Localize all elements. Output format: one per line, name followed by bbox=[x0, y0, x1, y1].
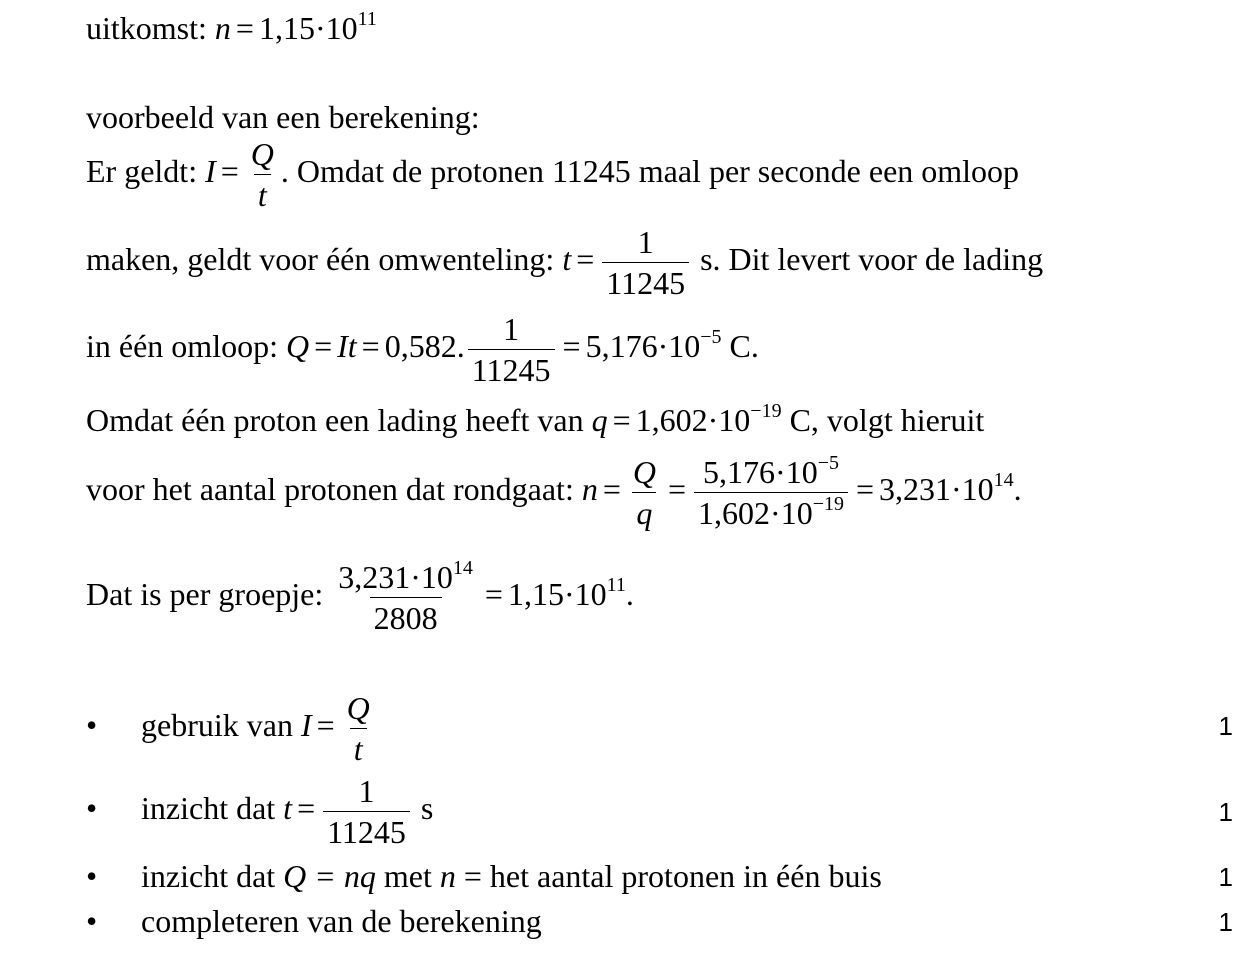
equals: = bbox=[235, 10, 254, 46]
line3-var: Q bbox=[285, 327, 310, 364]
formula-line-3 bbox=[86, 313, 759, 386]
line4-var: q bbox=[591, 402, 608, 438]
formula-line-1 bbox=[86, 138, 1019, 211]
equals: = bbox=[562, 327, 581, 364]
equals: = bbox=[576, 240, 595, 277]
line4-unit: C, bbox=[789, 402, 819, 438]
scoring-text-mid: met bbox=[383, 858, 432, 894]
equals: = bbox=[220, 152, 239, 189]
fraction-q-over-q bbox=[629, 456, 660, 529]
example-heading: voorbeeld van een berekening: bbox=[86, 99, 480, 135]
line4-post: volgt hieruit bbox=[826, 402, 985, 438]
scoring-var: n bbox=[439, 858, 456, 894]
bullet-dot: • bbox=[86, 903, 98, 939]
scoring-var: I bbox=[300, 706, 312, 743]
line3-unit: C. bbox=[729, 327, 759, 364]
equals: = bbox=[602, 470, 621, 507]
frac-denominator: 11245 bbox=[468, 349, 555, 386]
line5-text: voor het aantal protonen dat rondgaat: bbox=[86, 470, 574, 507]
line2-var: t bbox=[562, 240, 572, 277]
bullet-dot: • bbox=[86, 706, 98, 743]
frac-denominator bbox=[694, 492, 848, 529]
uitkomst-line bbox=[86, 8, 377, 46]
bullet-dot: • bbox=[86, 858, 98, 894]
formula-line-4 bbox=[86, 400, 985, 438]
frac-denominator: t bbox=[254, 174, 271, 211]
scoring-expression: Q = nq bbox=[283, 858, 376, 894]
frac-numerator: 1 bbox=[637, 224, 654, 260]
fraction-1-over-11245 bbox=[602, 226, 689, 299]
scoring-var: t bbox=[283, 789, 293, 826]
line5-result: 3,231·10 bbox=[879, 470, 994, 507]
score-points: 1 bbox=[1218, 797, 1233, 827]
fraction-charge-ratio bbox=[694, 452, 848, 531]
scoring-item bbox=[86, 905, 542, 937]
uitkomst-value: 1,15·10 bbox=[258, 10, 358, 46]
scoring-item bbox=[86, 860, 882, 892]
frac-numerator bbox=[334, 557, 477, 597]
score-points: 1 bbox=[1218, 862, 1233, 892]
frac-denominator: 11245 bbox=[323, 811, 410, 848]
line3-exponent: −5 bbox=[700, 325, 722, 348]
formula-line-6 bbox=[86, 557, 634, 636]
equals: = bbox=[484, 575, 503, 612]
frac-denominator: 11245 bbox=[602, 262, 689, 299]
uitkomst-var: n bbox=[214, 10, 231, 46]
equals: = bbox=[855, 470, 875, 507]
line2-text: maken, geldt voor één omwenteling: bbox=[86, 240, 555, 277]
fraction-per-group bbox=[334, 557, 477, 636]
scoring-item bbox=[86, 775, 433, 848]
bullet-dot: • bbox=[86, 789, 98, 826]
frac-denominator: q bbox=[632, 492, 656, 529]
frac-numerator bbox=[699, 452, 843, 492]
denominator-exponent: −19 bbox=[812, 493, 844, 515]
line1-text: Er geldt: bbox=[86, 152, 198, 189]
line5-var: n bbox=[581, 470, 598, 507]
equals: = bbox=[667, 470, 687, 507]
fraction-q-over-t bbox=[247, 138, 278, 211]
frac-denominator: 2808 bbox=[370, 597, 442, 634]
line6-result: 1,15·10 bbox=[507, 575, 607, 612]
equals: = bbox=[361, 327, 380, 364]
scoring-text: completeren van de berekening bbox=[141, 903, 542, 939]
equals: = bbox=[297, 789, 316, 826]
formula-line-5 bbox=[86, 452, 1022, 531]
denominator-mantissa: 1,602·10 bbox=[698, 495, 813, 531]
uitkomst-label: uitkomst: bbox=[86, 10, 207, 46]
numerator-exponent: 14 bbox=[452, 557, 473, 579]
frac-numerator: Q bbox=[632, 454, 656, 490]
scoring-text: inzicht dat bbox=[141, 858, 276, 894]
frac-numerator: 1 bbox=[503, 311, 520, 347]
frac-numerator: Q bbox=[346, 690, 370, 726]
line3-result: 5,176·10 bbox=[585, 327, 701, 364]
line3-it: It bbox=[337, 327, 357, 364]
line1-var: I bbox=[205, 152, 216, 189]
numerator-mantissa: 3,231·10 bbox=[338, 559, 453, 595]
proton-charge-exponent: −19 bbox=[750, 400, 782, 422]
period: . bbox=[1013, 470, 1022, 507]
proton-charge: 1,602·10 bbox=[635, 402, 751, 438]
scoring-text-post: = het aantal protonen in één buis bbox=[463, 858, 882, 894]
equals: = bbox=[612, 402, 631, 438]
score-points: 1 bbox=[1218, 907, 1233, 937]
line6-exponent: 11 bbox=[606, 573, 626, 596]
scoring-item bbox=[86, 692, 377, 765]
formula-line-2 bbox=[86, 226, 1043, 299]
numerator-mantissa: 5,176·10 bbox=[703, 454, 818, 490]
line5-exponent: 14 bbox=[993, 468, 1014, 491]
fraction-1-over-11245 bbox=[468, 313, 555, 386]
period: . bbox=[625, 575, 634, 612]
numerator-exponent: −5 bbox=[817, 452, 839, 474]
frac-numerator: Q bbox=[250, 136, 274, 172]
line4-text: Omdat één proton een lading heeft van bbox=[86, 402, 584, 438]
fraction-q-over-t bbox=[343, 692, 374, 765]
line6-text: Dat is per groepje: bbox=[86, 575, 324, 612]
frac-numerator: 1 bbox=[358, 773, 375, 809]
equals: = bbox=[314, 327, 333, 364]
score-points: 1 bbox=[1218, 711, 1233, 741]
uitkomst-exponent: 11 bbox=[357, 8, 377, 30]
line2-post: s. Dit levert voor de lading bbox=[700, 240, 1044, 277]
fraction-1-over-11245 bbox=[323, 775, 410, 848]
equals: = bbox=[316, 706, 335, 743]
scoring-unit: s bbox=[420, 789, 434, 826]
scoring-text: inzicht dat bbox=[141, 789, 276, 826]
line3-text: in één omloop: bbox=[86, 327, 278, 364]
line3-current: 0,582. bbox=[384, 327, 465, 364]
line1-post: . Omdat de protonen 11245 maal per seconde een omloop bbox=[280, 152, 1020, 189]
frac-denominator: t bbox=[350, 728, 367, 765]
scoring-text: gebruik van bbox=[141, 706, 293, 743]
